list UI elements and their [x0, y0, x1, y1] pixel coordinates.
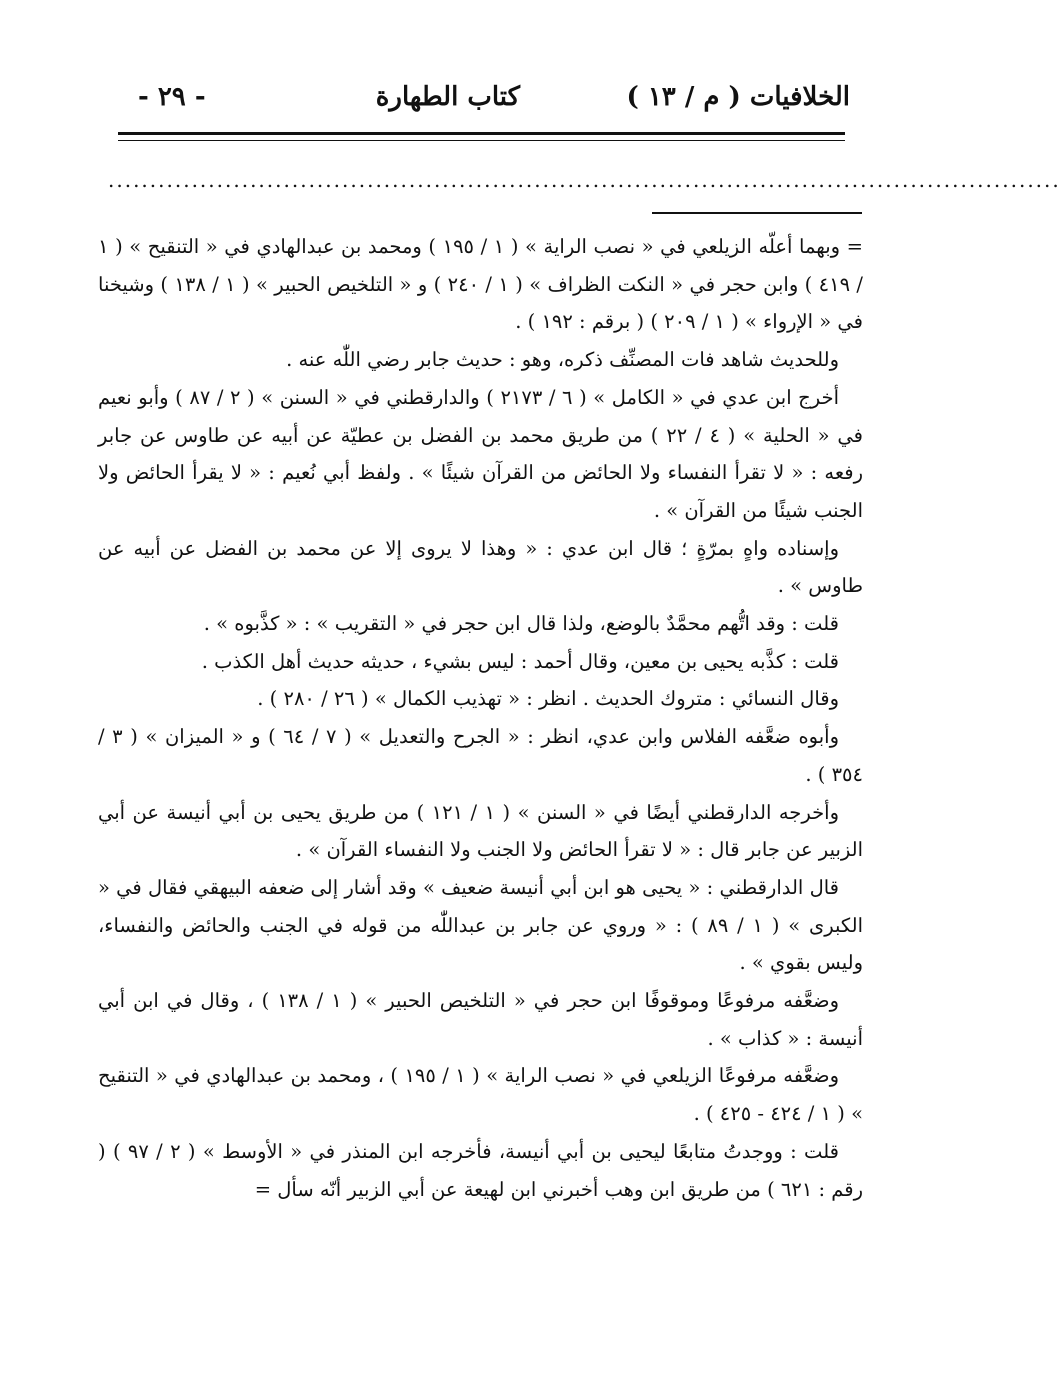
- paragraph: وضعَّفه مرفوعًا وموقوفًا ابن حجر في « التلخيص الحبير » ( ١ / ١٣٨ ) ، وقال في ابن أبي أنيسة : « كذاب » .: [98, 989, 863, 1050]
- header-rule-thick: [118, 132, 845, 135]
- dotted-separator: ..................................................................................................................: [108, 168, 1061, 192]
- paragraph: وضعَّفه مرفوعًا الزيلعي في « نصب الراية » ( ١ / ١٩٥ ) ، ومحمد بن عبدالهادي في « التنقيح » ( ١ / ٤٢٤ - ٤٢٥ ) .: [98, 1064, 863, 1126]
- paragraph: أخرج ابن عدي في « الكامل » ( ٦ / ٢١٧٣ ) والدارقطني في « السنن » ( ٢ / ٨٧ ) وأبو نعيم في « الحلية » ( ٤ / ٢٢ ) من طريق محمد بن الفضل بن عطيّة عن أبيه عن طاوس عن جابر رفعه : « لا تقرأ النفساء ولا الحائض من القرآن شيئًا » . ولفظ أبي نُعيم : « لا يقرأ الحائض ولا الجنب شيئًا من القرآن » .: [98, 385, 863, 522]
- paragraph: قلت : كذَّبه يحيى بن معين، وقال أحمد : ليس بشيء ، حديثه حديث أهل الكذب .: [201, 649, 839, 673]
- paragraph: قلت : وقد اتُّهم محمَّدٌ بالوضع، ولذا قال ابن حجر في « التقريب » : « كذَّبوه » .: [203, 612, 839, 636]
- header-rule-thin: [118, 140, 845, 141]
- running-header: [110, 82, 850, 122]
- page-number: - ٢٩ -: [138, 82, 206, 112]
- paragraph: قلت : ووجدتُ متابعًا ليحيى بن أبي أنيسة، فأخرجه ابن المنذر في « الأوسط » ( ٢ / ٩٧ ) ( رقم : ٦٢١ ) من طريق ابن وهب أخبرني ابن لهيعة عن أبي الزبير أنّه سأل =: [98, 1139, 863, 1201]
- paragraph: وقال النسائي : متروك الحديث . انظر : « تهذيب الكمال » ( ٢٦ / ٢٨٠ ) .: [257, 687, 839, 711]
- paragraph: وإسناده واهٍ بمرّةٍ ؛ قال ابن عدي : « وهذا لا يروى إلا عن محمد بن الفضل عن أبيه عن طاوس » .: [98, 536, 863, 598]
- paragraph: = وبهما أعلّه الزيلعي في « نصب الراية » ( ١ / ١٩٥ ) ومحمد بن عبدالهادي في « التنقيح » ( ١ / ٤١٩ ) وابن حجر في « النكت الظراف » ( ١ / ٢٤٠ ) و « التلخيص الحبير » ( ١ / ١٣٨ ) وشيخنا في « الإرواء » ( ١ / ٢٠٩ ) ( برقم : ١٩٢ ) .: [98, 235, 863, 334]
- paragraph: وللحديث شاهد فات المصنِّف ذكره، وهو : حديث جابر رضي اللّٰه عنه .: [286, 348, 839, 372]
- footnote-rule: [652, 212, 862, 214]
- paragraph: وأبوه ضعَّفه الفلاس وابن عدي، انظر : « الجرح والتعديل » ( ٧ / ٦٤ ) و « الميزان » ( ٣ / ٣٥٤ ) .: [98, 725, 863, 786]
- paragraph: وأخرجه الدارقطني أيضًا في « السنن » ( ١ / ١٢١ ) من طريق يحيى بن أبي أنيسة عن أبي الزبير عن جابر قال : « لا تقرأ الحائض ولا الجنب ولا النفساء القرآن » .: [98, 800, 863, 862]
- paragraph: قال الدارقطني : « يحيى هو ابن أبي أنيسة ضعيف » وقد أشار إلى ضعفه البيهقي فقال في « الكبرى » ( ١ / ٨٩ ) : « وروي عن جابر بن عبداللّٰه من قوله في الجنب والحائض والنفساء، وليس بقوي » .: [98, 875, 864, 975]
- chapter-title: كتاب الطهارة: [375, 82, 520, 112]
- footnote-text: [98, 228, 863, 1208]
- book-title: الخلافيات ( م / ١٣ ): [626, 82, 850, 112]
